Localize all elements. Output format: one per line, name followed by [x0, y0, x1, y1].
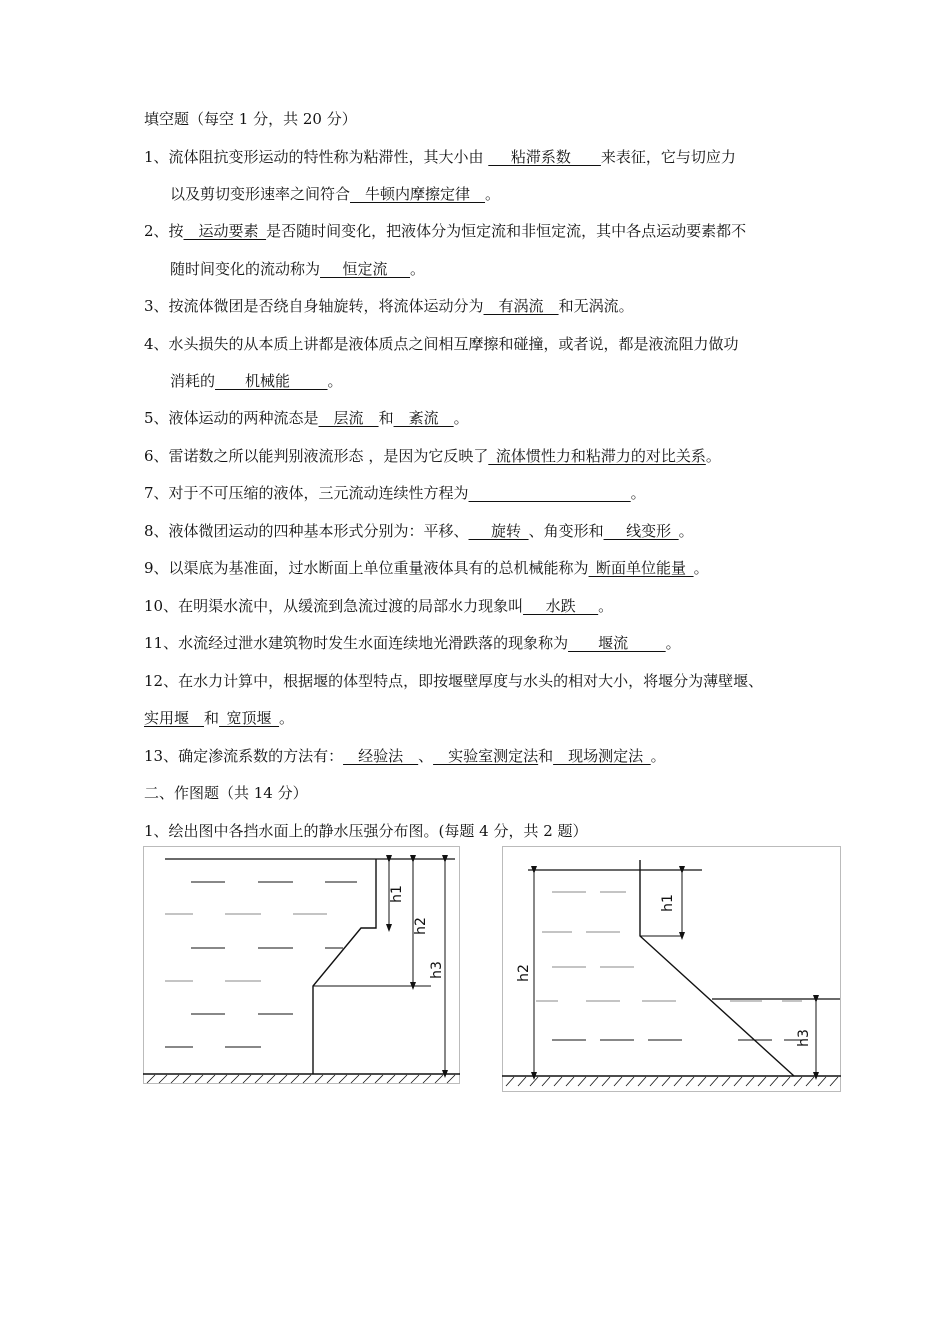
- q5-text: 5、液体运动的两种流态是: [144, 409, 319, 427]
- q13-blank-1: __经验法__: [343, 747, 419, 765]
- q2-text: 随时间变化的流动称为: [170, 260, 321, 278]
- label-h3: h3: [796, 1029, 812, 1047]
- q12-blank-1: 实用堰__: [144, 709, 205, 727]
- q3-blank: __有涡流__: [483, 297, 559, 315]
- q4-text: 消耗的: [170, 372, 216, 390]
- question-5: [144, 408, 469, 428]
- q8-text: 。: [678, 522, 694, 540]
- question-2-line-1: [144, 221, 746, 241]
- question-12-line-1: 12、在水力计算中，根据堰的体型特点，即按堰壁厚度与水头的相对大小，将堰分为薄壁堰、: [144, 672, 764, 690]
- q5-blank-1: __层流__: [318, 409, 379, 427]
- q5-text: 。: [453, 409, 469, 427]
- q6-text: 6、雷诺数之所以能判别液流形态 ，是因为它反映了: [144, 447, 489, 465]
- dam-diagram-right: [502, 846, 842, 1094]
- q1-text: 以及剪切变形速率之间符合: [170, 185, 351, 203]
- q11-text: 11、水流经过泄水建筑物时发生水面连续地光滑跌落的现象称为: [144, 634, 569, 652]
- question-11: [144, 633, 681, 653]
- question-1-line-1: [144, 147, 736, 167]
- question-1-line-2: [170, 184, 500, 204]
- figure-question-1: 1、绘出图中各挡水面上的静水压强分布图。(每题 4 分，共 2 题）: [144, 822, 588, 840]
- q9-text: 。: [693, 559, 709, 577]
- q13-blank-3: __现场测定法_: [553, 747, 651, 765]
- q2-blank-1: __运动要素_: [183, 222, 267, 240]
- q10-text: 。: [598, 597, 614, 615]
- q2-text: 2、按: [144, 222, 184, 240]
- figure-right: [502, 846, 842, 1094]
- q5-blank-2: __紊流__: [393, 409, 454, 427]
- q8-blank-2: ___线变形_: [603, 522, 679, 540]
- q10-text: 10、在明渠水流中，从缓流到急流过渡的局部水力现象叫: [144, 597, 524, 615]
- q8-blank-1: ___旋转_: [468, 522, 529, 540]
- q6-text: 。: [705, 447, 721, 465]
- q5-text: 和: [378, 409, 394, 427]
- q9-blank: _断面单位能量_: [588, 559, 694, 577]
- q13-text: 13、确定渗流系数的方法有：: [144, 747, 344, 765]
- q2-blank-2: ___恒定流___: [320, 260, 411, 278]
- question-12-line-2: [144, 708, 294, 728]
- q1-text: 来表征，它与切应力: [600, 148, 736, 166]
- q8-text: 、角变形和: [528, 522, 604, 540]
- q13-blank-2: __实验室测定法: [433, 747, 539, 765]
- q2-text: 。: [410, 260, 426, 278]
- question-7: [144, 483, 646, 503]
- question-8: [144, 521, 694, 541]
- q12-blank-2: _宽顶堰_: [219, 709, 280, 727]
- question-9: [144, 558, 709, 578]
- q11-text: 。: [665, 634, 681, 652]
- q7-text: 7、对于不可压缩的液体，三元流动连续性方程为: [144, 484, 469, 502]
- q10-blank: ___水跌___: [523, 597, 599, 615]
- q9-text: 9、以渠底为基准面，过水断面上单位重量液体具有的总机械能称为: [144, 559, 589, 577]
- q1-blank-2: __牛顿内摩擦定律__: [350, 185, 486, 203]
- label-h2: h2: [413, 917, 429, 935]
- question-13: [144, 746, 666, 766]
- q1-blank-1: ___粘滞系数____: [488, 148, 601, 166]
- figure-left: [143, 846, 461, 1086]
- question-2-line-2: [170, 259, 425, 279]
- question-3: [144, 296, 634, 316]
- section2-title: 二、作图题（共 14 分）: [144, 784, 308, 802]
- q3-text: 3、按流体微团是否绕自身轴旋转，将流体运动分为: [144, 297, 484, 315]
- q4-blank: ____机械能_____: [215, 372, 328, 390]
- q12-text: 。: [279, 709, 295, 727]
- q13-text: 和: [538, 747, 554, 765]
- q2-text: 是否随时间变化，把液体分为恒定流和非恒定流，其中各点运动要素都不: [266, 222, 747, 240]
- q3-text: 和无涡流。: [558, 297, 634, 315]
- q7-text: 。: [630, 484, 646, 502]
- question-6: [144, 446, 721, 466]
- label-h2: h2: [516, 964, 532, 982]
- question-4-line-2: [170, 371, 343, 391]
- q13-text: 。: [650, 747, 666, 765]
- q8-text: 8、液体微团运动的四种基本形式分别为：平移、: [144, 522, 469, 540]
- q7-blank: [469, 484, 631, 502]
- q13-text: 、: [418, 747, 434, 765]
- q4-text: 。: [327, 372, 343, 390]
- label-h1: h1: [389, 885, 405, 903]
- q6-blank: _流体惯性力和粘滞力的对比关系: [488, 447, 706, 465]
- section1-title: 填空题（每空 1 分，共 20 分）: [144, 110, 357, 128]
- dam-diagram-left: [143, 846, 461, 1086]
- q12-text: 和: [204, 709, 220, 727]
- q11-blank: ____堰流_____: [568, 634, 666, 652]
- label-h3: h3: [429, 961, 445, 979]
- label-h1: h1: [660, 894, 676, 912]
- q1-text: 。: [485, 185, 501, 203]
- question-10: [144, 596, 613, 616]
- question-4-line-1: 4、水头损失的从本质上讲都是液体质点之间相互摩擦和碰撞，或者说，都是液流阻力做功: [144, 335, 739, 353]
- q1-text: 1、流体阻抗变形运动的特性称为粘滞性，其大小由: [144, 148, 489, 166]
